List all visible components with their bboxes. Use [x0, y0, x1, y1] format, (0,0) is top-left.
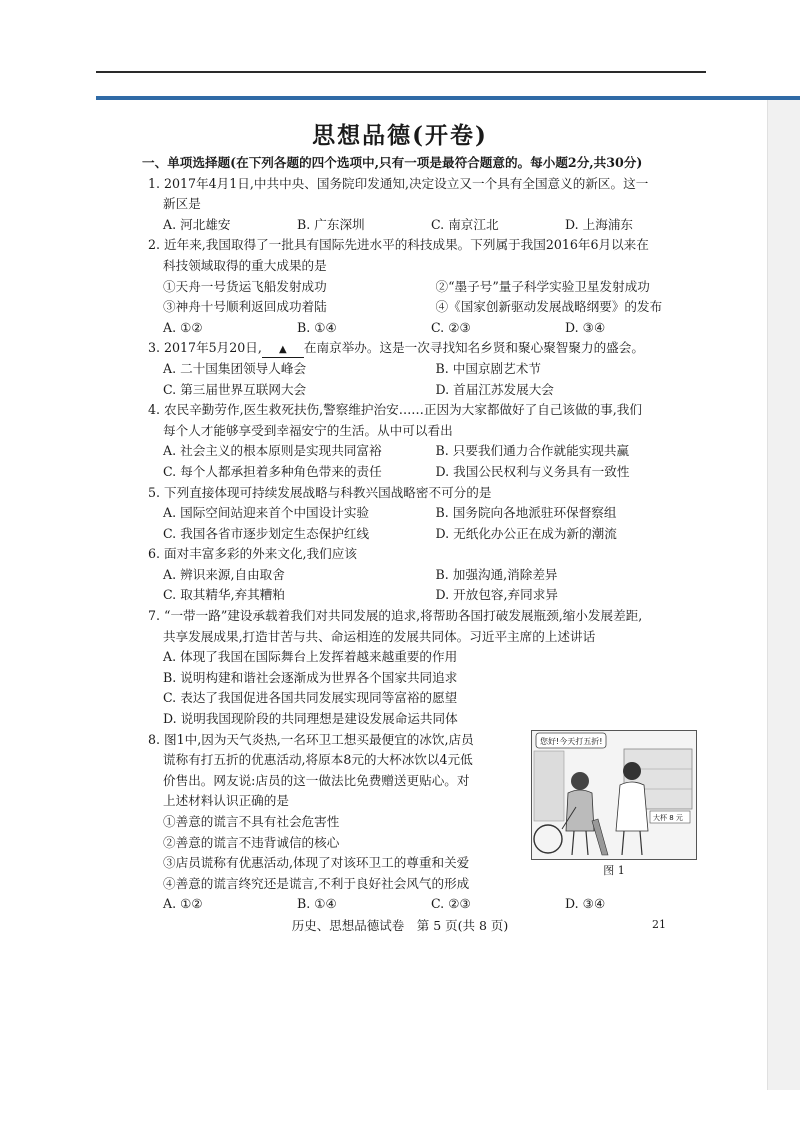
page-title: 思想品德(开卷)	[312, 122, 488, 149]
option-a: A. 辨识来源,自由取舍	[163, 566, 285, 582]
option-d: D. ③④	[565, 319, 606, 335]
question-stem	[148, 730, 520, 812]
option-c: C. ②③	[431, 896, 471, 912]
option-row	[148, 318, 708, 339]
item-4: ④《国家创新驱动发展战略纲要》的发布	[435, 299, 663, 315]
question-1	[148, 174, 708, 236]
footer-mark: 21	[652, 918, 666, 931]
option-c: C. ②③	[431, 319, 471, 335]
question-stem: 6. 面对丰富多彩的外来文化,我们应该	[148, 546, 357, 562]
question-stem: 4. 农民辛勤劳作,医生救死扶伤,警察维护治安……正因为大家都做好了自己该做的事,我们	[148, 402, 642, 418]
option-row	[148, 462, 708, 483]
stem-line: 谎称有打五折的优惠活动,将原本8元的大杯冰饮以4元低	[163, 752, 473, 768]
option-d: D. 上海浦东	[565, 216, 634, 232]
exam-content	[142, 153, 708, 915]
option-d: D. 首届江苏发展大会	[435, 381, 554, 397]
option-c: C. 取其精华,弃其糟粕	[163, 587, 285, 603]
option-a: A. 二十国集团领导人峰会	[163, 360, 307, 376]
stem-line: 8. 图1中,因为天气炎热,一名环卫工想买最便宜的冰饮,店员	[148, 731, 474, 747]
item-2: ②“墨子号”量子科学实验卫星发射成功	[435, 278, 650, 294]
question-4	[148, 400, 708, 482]
option-c: C. 表达了我国促进各国共同发展实现同等富裕的愿望	[163, 690, 458, 706]
option-c: C. 第三届世界互联网大会	[163, 381, 307, 397]
figure-caption: 图 1	[603, 863, 625, 877]
option-a: A. 体现了我国在国际舞台上发挥着越来越重要的作用	[163, 649, 458, 665]
figure-1-cartoon	[531, 730, 697, 860]
question-7	[148, 606, 708, 730]
question-6	[148, 544, 708, 606]
section-heading: 一、单项选择题(在下列各题的四个选项中,只有一项是最符合题意的。每小题2分,共30分)	[142, 155, 643, 170]
option-a: A. ①②	[163, 319, 203, 335]
page-footer: 历史、思想品德试卷 第 5 页(共 8 页)	[291, 918, 509, 933]
question-stem	[148, 338, 708, 359]
speech-bubble-text: 您好!今天打五折!	[540, 736, 603, 746]
option-a: A. 社会主义的根本原则是实现共同富裕	[163, 443, 382, 459]
option-d: D. 开放包容,弃同求异	[435, 587, 558, 603]
top-rule	[96, 71, 706, 73]
option-row	[148, 359, 708, 380]
price-sign-text: 大杯 8 元	[653, 813, 683, 822]
option-b: B. 国务院向各地派驻环保督察组	[435, 505, 617, 521]
question-stem-cont: 共享发展成果,打造甘苦与共、命运相连的发展共同体。习近平主席的上述讲话	[163, 628, 596, 644]
option-b: B. 中国京剧艺术节	[435, 360, 541, 376]
option-row	[148, 503, 708, 524]
item-1: ①善意的谎言不具有社会危害性	[163, 814, 340, 829]
option-a: A. 河北雄安	[163, 216, 231, 232]
item-3: ③神舟十号顺利返回成功着陆	[163, 299, 327, 315]
option-c: C. 南京江北	[431, 216, 499, 232]
option-d: D. ③④	[565, 896, 606, 912]
question-stem: 2. 近年来,我国取得了一批具有国际先进水平的科技成果。下列属于我国2016年6月以来在	[148, 237, 649, 253]
option-row	[148, 524, 708, 545]
stem-part-b: 在南京举办。这是一次寻找知名乡贤和聚心聚智聚力的盛会。	[303, 340, 644, 356]
question-stem: 7. “一带一路”建设承载着我们对共同发展的追求,将帮助各国打破发展瓶颈,缩小发展差距,	[148, 608, 643, 624]
item-2: ②善意的谎言不违背诚信的核心	[163, 834, 340, 850]
option-b: B. 说明构建和谐社会逐渐成为世界各个国家共同追求	[163, 669, 458, 685]
option-row	[148, 441, 708, 462]
option-b: B. 只要我们通力合作就能实现共赢	[435, 443, 630, 459]
option-b: B. 加强沟通,消除差异	[435, 566, 558, 582]
item-row	[148, 297, 708, 318]
option-d: D. 无纸化办公正在成为新的潮流	[435, 525, 617, 541]
stem-line: 价售出。网友说:店员的这一做法比免费赠送更贴心。对	[163, 772, 470, 788]
option-c: C. 每个人都承担着多种角色带来的责任	[163, 463, 382, 479]
question-stem: 5. 下列直接体现可持续发展战略与科教兴国战略密不可分的是	[148, 484, 492, 500]
question-stem-cont: 每个人才能够享受到幸福安宁的生活。从中可以看出	[163, 422, 453, 438]
option-a: A. 国际空间站迎来首个中国设计实验	[163, 505, 370, 521]
option-c: C. 我国各省市逐步划定生态保护红线	[163, 525, 370, 541]
option-d: D. 我国公民权利与义务具有一致性	[435, 463, 630, 479]
option-b: B. ①④	[297, 319, 337, 335]
page-edge-strip	[767, 100, 800, 1090]
option-d: D. 说明我国现阶段的共同理想是建设发展命运共同体	[163, 711, 458, 727]
question-3	[148, 338, 708, 400]
question-stem: 1. 2017年4月1日,中共中央、国务院印发通知,决定设立又一个具有全国意义的新区。这一	[148, 175, 649, 191]
option-b: B. 广东深圳	[297, 216, 365, 232]
question-2	[148, 235, 708, 338]
item-4: ④善意的谎言终究还是谎言,不利于良好社会风气的形成	[163, 875, 470, 891]
option-b: B. ①④	[297, 896, 337, 912]
option-row	[148, 894, 708, 915]
question-stem-cont: 新区是	[163, 196, 201, 212]
answer-blank: ▲	[262, 343, 304, 358]
option-a: A. ①②	[163, 896, 203, 912]
option-row	[148, 565, 708, 586]
question-5	[148, 483, 708, 545]
option-row	[148, 585, 708, 606]
question-stem-cont: 科技领域取得的重大成果的是	[163, 257, 327, 273]
option-row	[148, 215, 708, 236]
stem-part-a: 3. 2017年5月20日,	[148, 340, 262, 356]
item-row	[148, 277, 708, 298]
stem-line: 上述材料认识正确的是	[163, 793, 289, 809]
blue-rule	[96, 96, 800, 100]
option-row	[148, 380, 708, 401]
item-1: ①天舟一号货运飞船发射成功	[163, 278, 327, 294]
question-8	[148, 730, 708, 915]
item-3: ③店员谎称有优惠活动,体现了对该环卫工的尊重和关爱	[163, 855, 470, 871]
cartoon-illustration	[532, 731, 696, 859]
